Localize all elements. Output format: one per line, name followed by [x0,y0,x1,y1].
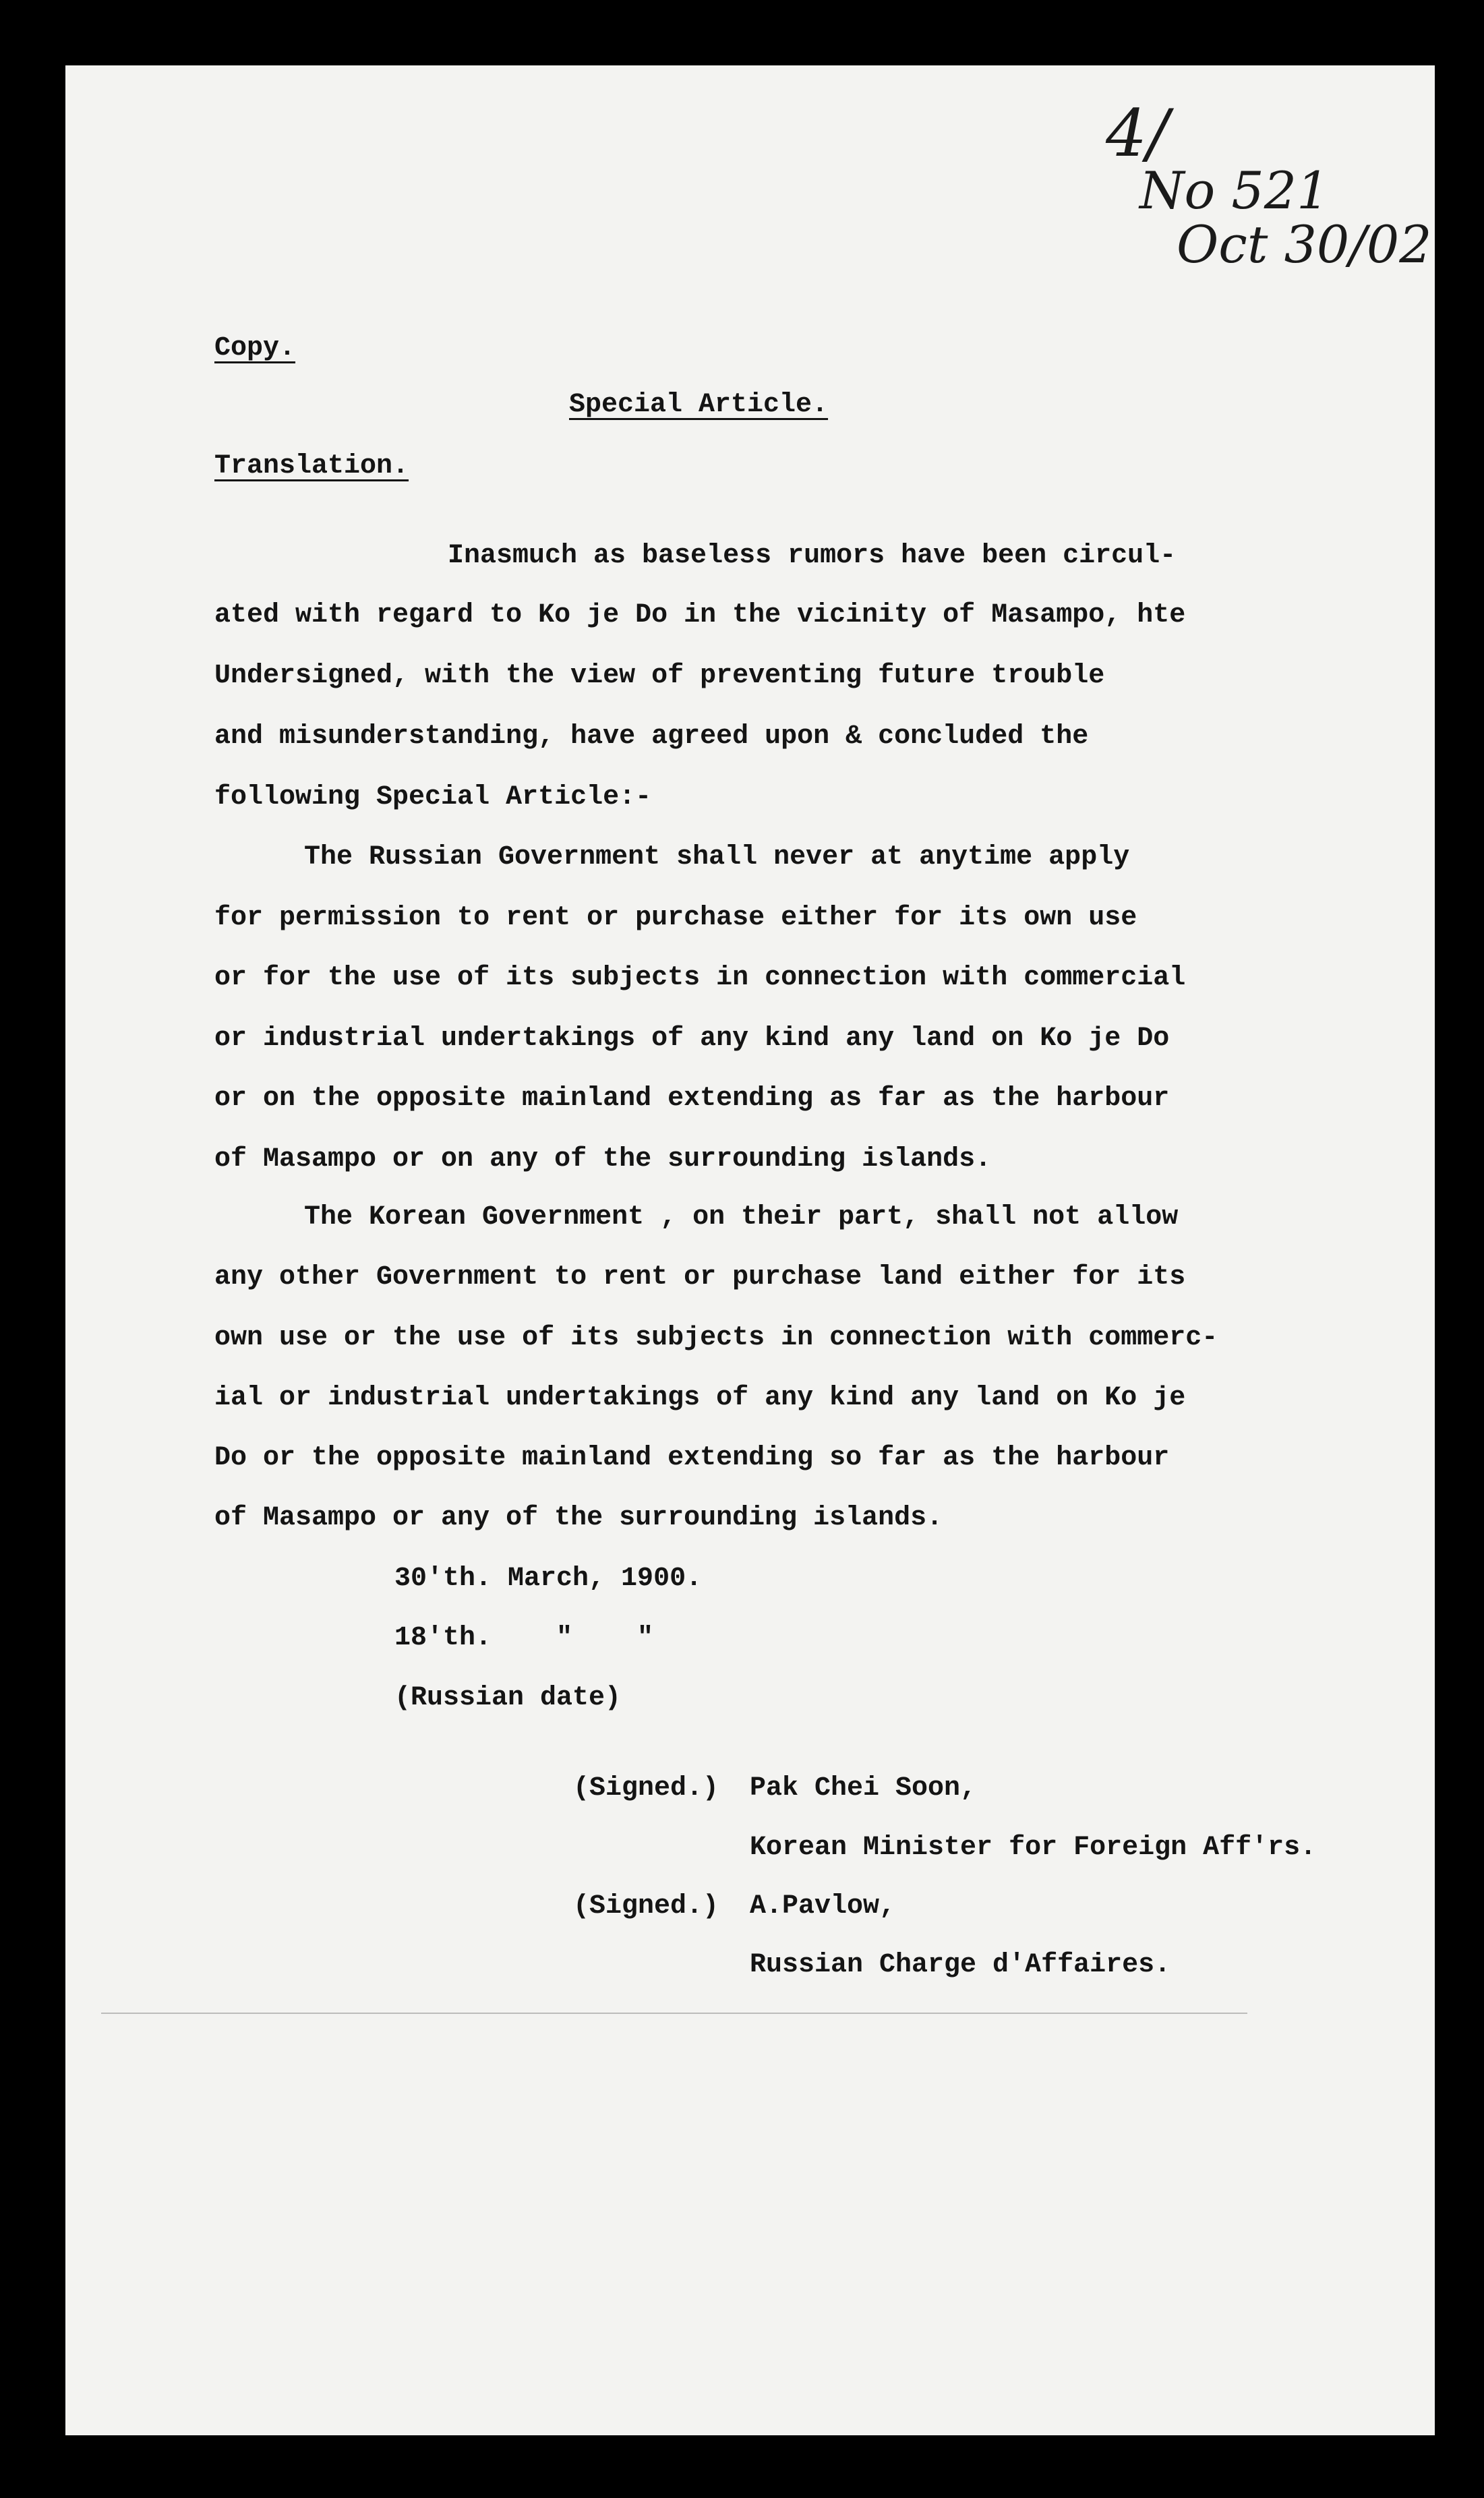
translation-label: Translation. [214,451,409,481]
signature-2-title: Russian Charge d'Affaires. [750,1950,1171,1980]
paragraph-3-line-1: The Korean Government , on their part, shall not allow [304,1202,1179,1232]
paragraph-2-line-3: or for the use of its subjects in connection with commercial [214,963,1186,993]
fold-line [101,2013,1247,2014]
handwritten-reference: No 521 [1139,160,1330,220]
document-page [65,65,1435,2435]
paragraph-2-line-5: or on the opposite mainland extending as far as the harbour [214,1083,1170,1114]
signature-2-label: (Signed.) [573,1891,719,1922]
paragraph-1-line-4: and misunderstanding, have agreed upon & concluded the [214,721,1089,752]
paragraph-2-line-2: for permission to rent or purchase either for its own use [214,903,1137,933]
paragraph-1-line-1: Inasmuch as baseless rumors have been circul- [448,541,1177,571]
paragraph-3-line-4: ial or industrial undertakings of any kind any land on Ko je [214,1383,1186,1413]
paragraph-2-line-6: of Masampo or on any of the surrounding islands. [214,1144,992,1174]
paragraph-2-line-4: or industrial undertakings of any kind any land on Ko je Do [214,1023,1170,1054]
paragraph-3-line-2: any other Government to rent or purchase land either for its [214,1262,1186,1292]
paragraph-1-line-3: Undersigned, with the view of preventing future trouble [214,661,1105,691]
copy-label: Copy. [214,333,296,363]
signature-1-title: Korean Minister for Foreign Aff'rs. [750,1833,1317,1863]
paragraph-3-line-6: of Masampo or any of the surrounding islands. [214,1503,943,1533]
date-line-3: (Russian date) [394,1683,622,1713]
paragraph-2-line-1: The Russian Government shall never at anytime apply [304,842,1130,872]
signature-1-label: (Signed.) [573,1773,719,1804]
paragraph-1-line-2: ated with regard to Ko je Do in the vicinity of Masampo, hte [214,600,1186,630]
date-line-2: 18'th. " " [394,1623,654,1653]
paragraph-3-line-5: Do or the opposite mainland extending so far as the harbour [214,1443,1170,1473]
paragraph-3-line-3: own use or the use of its subjects in connection with commerc- [214,1323,1218,1353]
document-title: Special Article. [569,390,829,420]
handwritten-date: Oct 30/02 [1177,214,1432,274]
handwritten-number: 4/ [1106,96,1169,171]
date-line-1: 30'th. March, 1900. [394,1564,703,1594]
signature-2-name: A.Pavlow, [750,1891,896,1922]
signature-1-name: Pak Chei Soon, [750,1773,977,1804]
paragraph-1-line-5: following Special Article:- [214,782,652,812]
